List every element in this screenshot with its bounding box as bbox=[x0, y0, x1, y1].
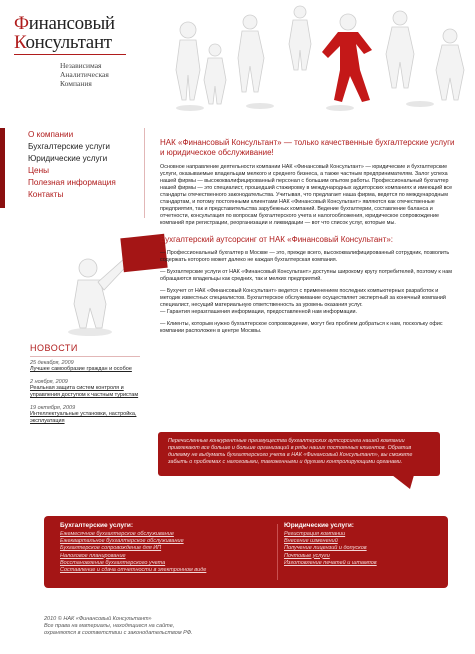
logo-line-2: Консультант bbox=[14, 32, 112, 53]
nav-item-contacts[interactable]: Контакты bbox=[28, 190, 64, 199]
news-link[interactable]: Реальная защита систем контроля и управления доступом к частным туристам bbox=[30, 385, 139, 398]
copyright bbox=[44, 616, 344, 637]
logo-subtitle bbox=[60, 61, 134, 88]
footer-link[interactable]: Ежемесячное бухгалтерское обслуживание bbox=[60, 531, 174, 537]
nav-divider bbox=[144, 128, 145, 218]
footer-col-accounting bbox=[60, 522, 270, 574]
nav-item-about[interactable]: О компании bbox=[28, 130, 74, 139]
callout-text: Перечисленные конкурентные преимущества бухгалтерских аутсорсинга нашей компании привлекают все больше и больше организаций в ряды наших постоянных клиентов. Обратив дилемму не выдумать бухгалтерского учета в НАК «Финансовый Консультант», вы сможете забыть о проблемах с налоговыми, таможенными и другими контролирующими органами. bbox=[168, 438, 413, 465]
news-date: 2 ноября, 2009 bbox=[30, 379, 68, 385]
news-item bbox=[30, 360, 145, 373]
footer-col-title: Бухгалтерские услуги: bbox=[60, 522, 133, 529]
footer-link[interactable]: Почтовые услуги bbox=[284, 552, 330, 559]
main-navigation bbox=[28, 129, 136, 201]
nav-item-legal[interactable]: Юридические услуги bbox=[28, 154, 108, 163]
copyright-line: Все права на материалы, находящиеся на сайте, bbox=[44, 623, 175, 629]
main-paragraph-1: Основное направление деятельности компании НАК «Финансовый Консультант» — юридические и бухгалтерские услуги, оказываемые владельцам мелкого и среднего бизнеса, а также частным предпринимателям. Залог успеха нашей фирмы — высококвалифицированный персонал с большим опытом работы. Профессиональный бухгалтер нашей фирмы — это специалист, прошедший стажировку в международных аудиторских компаниях и имеющий все стандарты отечественного законодательства. Учитывая, что предлагает наша фирма, ведется по международным стандартам, и потому постоянными клиентами НАК «Финансовый Консультант» являются как отечественные предприятия, так и представительства зарубежных компаний. Ведение бухгалтерии, составление баланса и отчетности, консультация по вопросам бухгалтерского учета и налогообложения, юридическое сопровождение компаний при регистрации, реорганизации и ликвидации — вот что список услуг, которые мы. bbox=[160, 164, 453, 226]
figure-with-sheet-illustration bbox=[60, 228, 170, 338]
news-list bbox=[30, 360, 145, 425]
main-heading-2: Бухгалтерский аутсорсинг от НАК «Финансовый Консультант»: bbox=[160, 235, 394, 244]
footer-link[interactable]: Бухгалтерское сопровождение для ИП bbox=[60, 545, 162, 552]
logo-sub-2: Аналитическая bbox=[60, 70, 109, 79]
footer-col-legal bbox=[284, 522, 439, 567]
copyright-line: 2010 © НАК «Финансовый Консультант» bbox=[44, 616, 152, 622]
callout-tail bbox=[392, 475, 414, 489]
main-content bbox=[160, 138, 460, 335]
news-date: 19 октября, 2009 bbox=[30, 405, 76, 411]
nav-item-prices[interactable]: Цены bbox=[28, 166, 50, 175]
news-rule bbox=[30, 356, 140, 357]
footer-divider bbox=[277, 524, 278, 580]
logo[interactable] bbox=[14, 14, 134, 88]
main-heading-1: НАК «Финансовый Консультант» — только качественные бухгалтерские услуги и юридическое обслуживание! bbox=[160, 138, 455, 157]
callout-box bbox=[158, 432, 440, 476]
footer-link[interactable]: Налоговое планирование bbox=[60, 552, 126, 559]
news-link[interactable]: Интеллектуальные установки, настройка, эксплуатация bbox=[30, 411, 137, 424]
footer-link[interactable]: Восстановление бухгалтерского учета bbox=[60, 559, 166, 566]
news-title: НОВОСТИ bbox=[30, 343, 78, 353]
copyright-line: охраняются в соответствии с законодательством РФ. bbox=[44, 630, 193, 636]
footer-link[interactable]: Ежеквартальное бухгалтерское обслуживание bbox=[60, 538, 184, 545]
logo-line-1-rest: инансовый bbox=[28, 13, 115, 34]
news-item bbox=[30, 405, 145, 425]
logo-line-2-rest: онсультант bbox=[25, 32, 112, 53]
footer-link[interactable]: Изготовление печатей и штампов bbox=[284, 559, 377, 566]
footer-link[interactable]: Регистрация компании bbox=[284, 531, 346, 537]
news-item bbox=[30, 379, 145, 399]
nav-item-accounting[interactable]: Бухгалтерские услуги bbox=[28, 142, 110, 151]
hero-illustration bbox=[150, 0, 475, 112]
nav-accent-bar bbox=[0, 128, 5, 208]
footer-link[interactable]: Получение лицензий и допусков bbox=[284, 545, 367, 552]
list-item: — Профессиональный бухгалтер в Москве — это, прежде всего, высококвалифицированный сотрудник, позволить содержать которого может далеко не каждая бухгалтерская компания. bbox=[160, 250, 450, 263]
footer-link[interactable]: Составление и сдача отчетности в электронном виде bbox=[60, 567, 207, 574]
logo-rule bbox=[14, 54, 126, 55]
news-date: 25 декабря, 2009 bbox=[30, 360, 74, 366]
footer-link[interactable]: Внесение изменений bbox=[284, 538, 338, 545]
logo-sub-1: Независимая bbox=[60, 61, 102, 70]
list-item: — Бухгалтерские услуги от НАК «Финансовый Консультант» доступны широкому кругу потребителей, поэтому к нам обращаются владельцы как средних, так и мелких предприятий. bbox=[160, 269, 452, 282]
logo-line-1: Финансовый bbox=[14, 13, 115, 34]
list-item: — Клиенты, которым нужно бухгалтерское сопровождение, могут без проблем добраться к нам, поскольку офис компании расположен в центре Москвы. bbox=[160, 321, 443, 334]
news-link[interactable]: Лучшее самообразие граждан и особое bbox=[30, 366, 132, 372]
logo-sub-3: Компания bbox=[60, 79, 92, 88]
footer-col-title: Юридические услуги: bbox=[284, 522, 354, 529]
list-item: — Бухучет от НАК «Финансовый Консультант» ведется с применением последних компьютерных разработок и методик известных специалистов. Бухгалтерское обслуживание осуществляет экспертный за конечный компаний специалист, несущий материальную ответственность за уровень оказания услуг. bbox=[160, 288, 446, 308]
nav-item-info[interactable]: Полезная информация bbox=[28, 178, 116, 187]
list-item: — Гарантия неразглашения информации, предоставленной нам информации. bbox=[160, 309, 357, 315]
